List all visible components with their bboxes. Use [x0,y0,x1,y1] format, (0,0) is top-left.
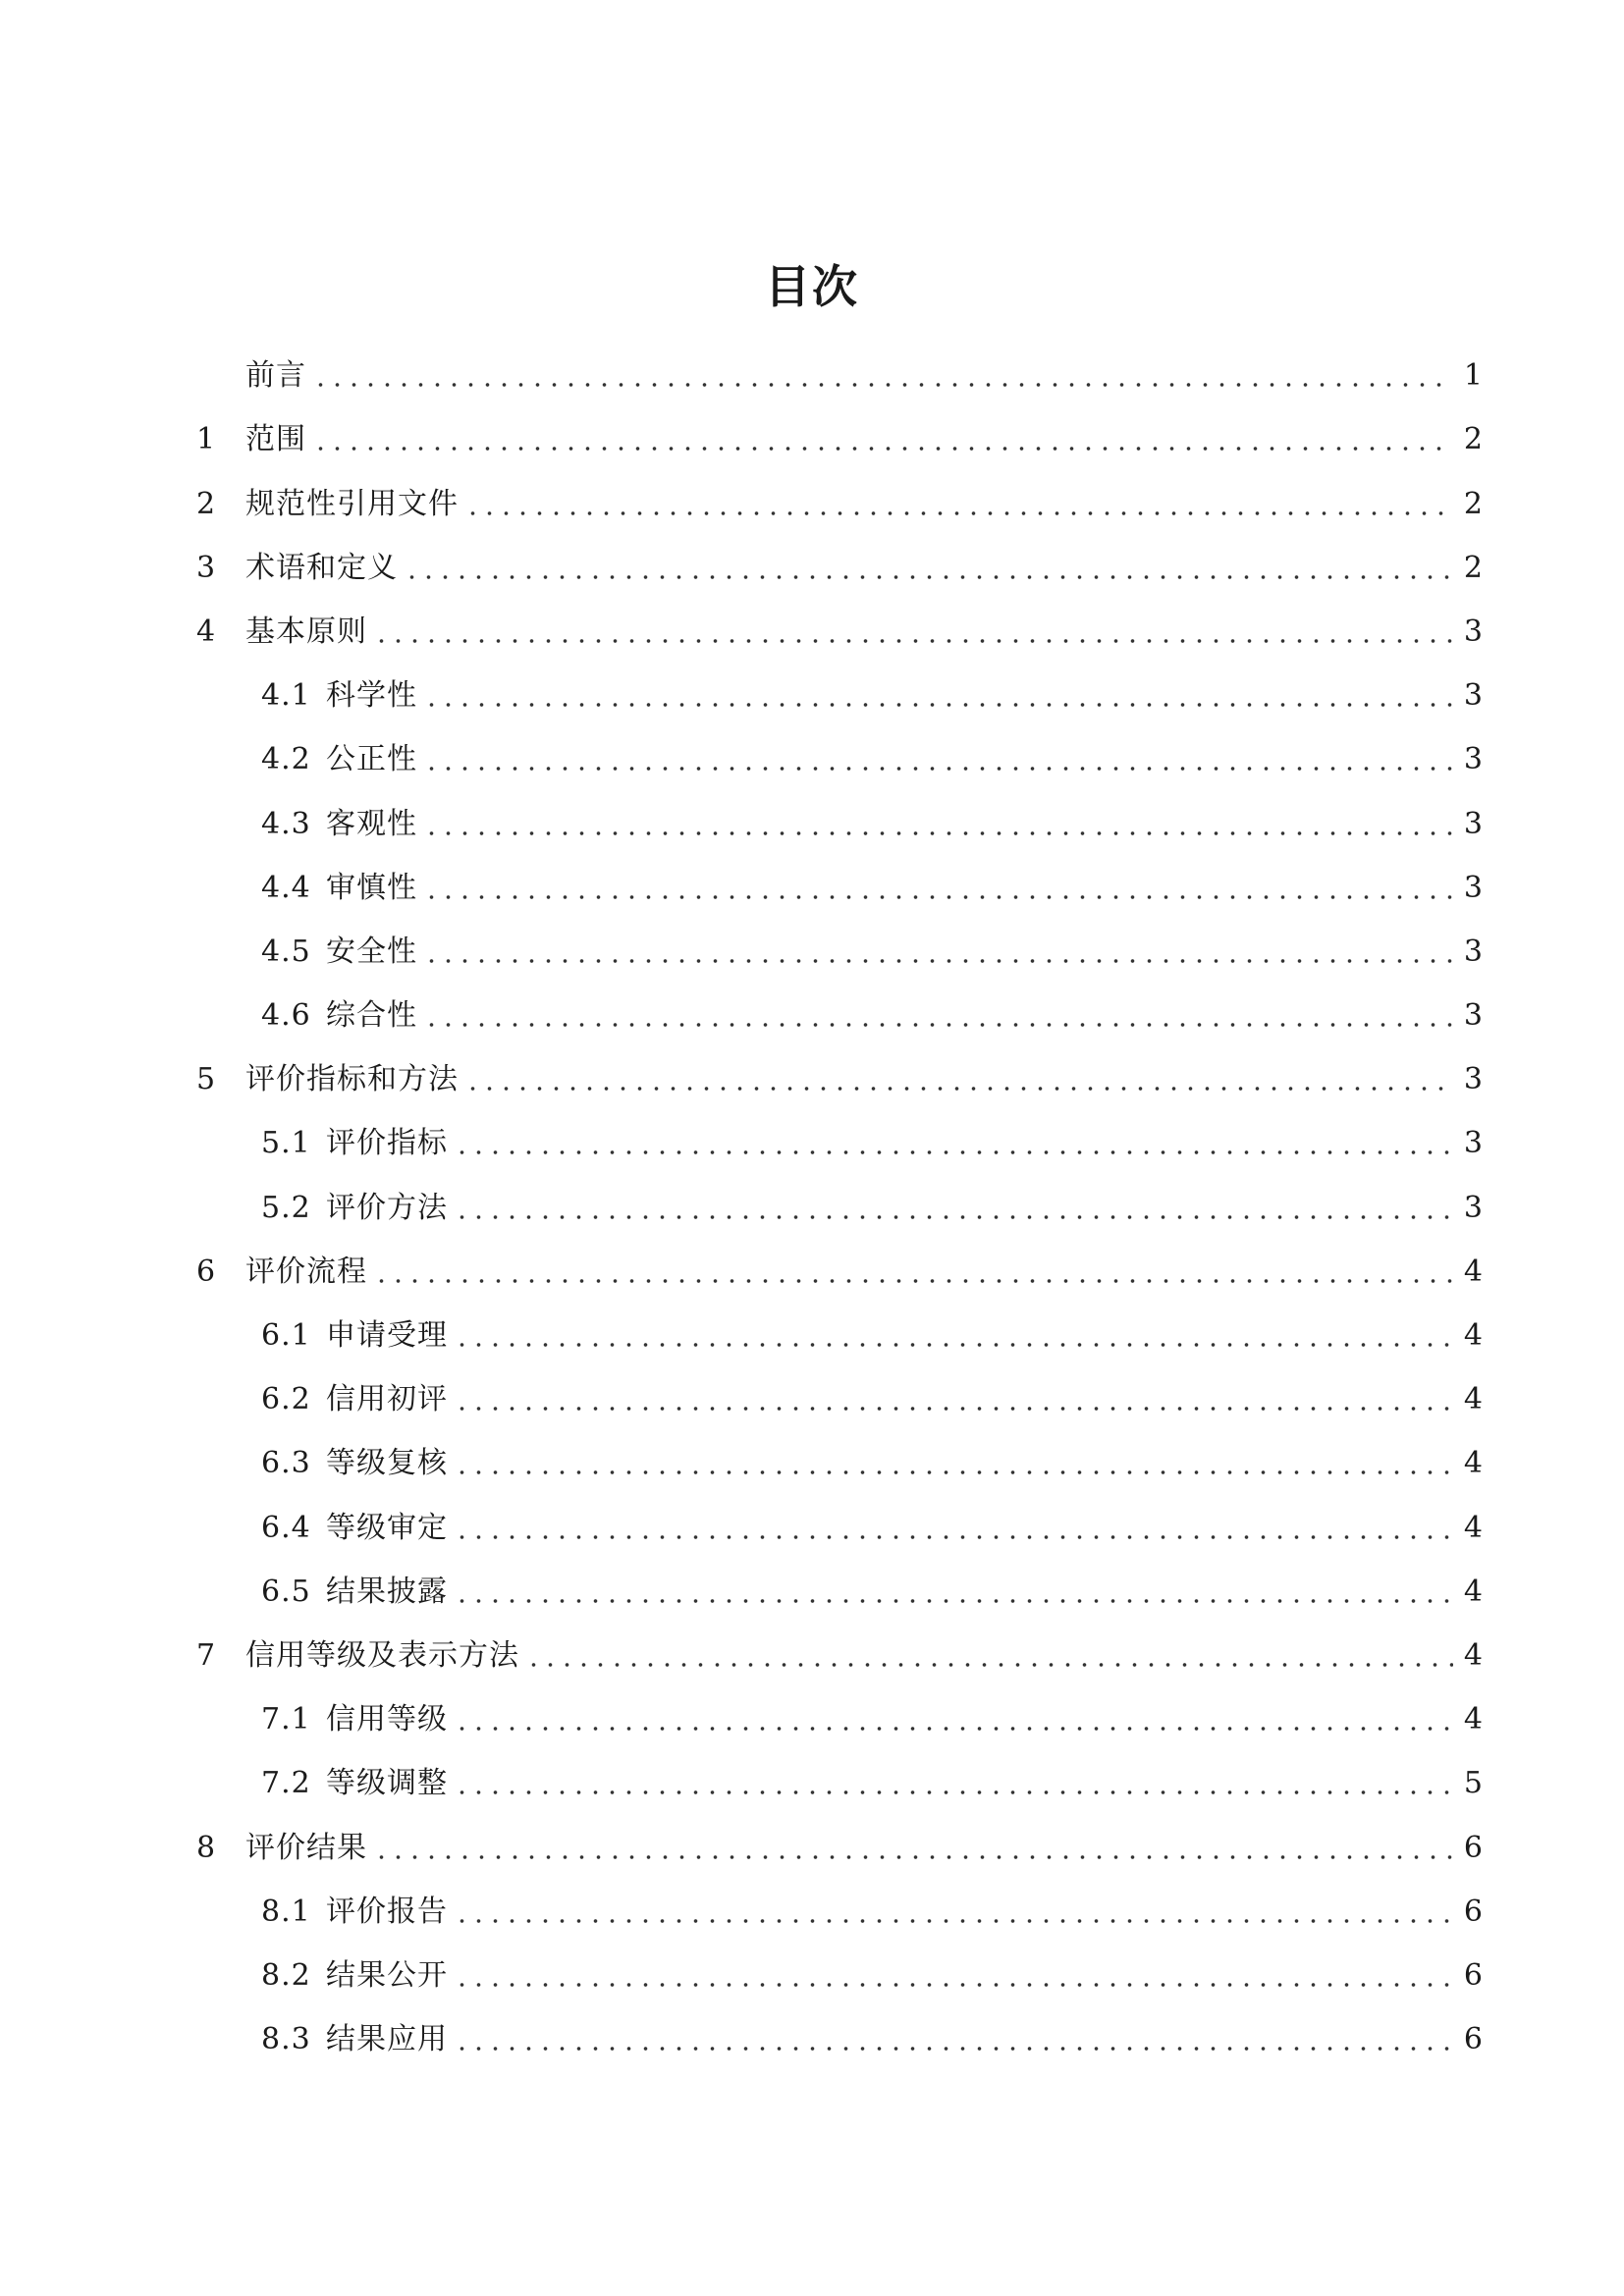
toc-entry-title: 前言 [245,358,306,394]
toc-entry-6[interactable] [196,1230,1483,1294]
toc-entry-3[interactable] [196,526,1483,590]
toc-entry-title: 结果披露 [326,1574,448,1609]
toc-leader-dots [454,1919,1453,1923]
toc-entry-title: 规范性引用文件 [245,486,459,521]
toc-entry-page: 4 [1463,1382,1483,1417]
toc-entry-8-2[interactable] [196,1934,1483,1998]
toc-leader-dots [454,2047,1453,2051]
toc-entry-title: 评价结果 [245,1830,367,1865]
toc-entry-title: 评价方法 [326,1190,448,1225]
toc-entry-number: 8.1 [261,1894,311,1929]
toc-leader-dots [423,895,1453,899]
toc-entry-number: 6.1 [261,1318,311,1353]
toc-entry-page: 4 [1463,1574,1483,1609]
toc-entry-6-2[interactable] [196,1358,1483,1421]
toc-entry-number: 6.5 [261,1574,311,1609]
toc-entry-number: 4 [196,614,216,649]
toc-entry-number: 8.3 [261,2022,311,2057]
toc-entry-number: 7 [196,1637,216,1673]
toc-entry-page: 3 [1463,870,1483,905]
toc-entry-page: 3 [1463,998,1483,1034]
toc-entry-page: 3 [1463,678,1483,714]
toc-entry-page: 3 [1463,934,1483,969]
toc-leader-dots [454,1215,1453,1219]
toc-leader-dots [423,703,1453,707]
toc-entry-number: 6.3 [261,1446,311,1481]
toc-entry-number: 4.3 [261,806,311,841]
toc-entry-number: 6.4 [261,1510,311,1545]
toc-leader-dots [454,1599,1453,1603]
toc-entry-page: 3 [1463,742,1483,777]
toc-entry-page: 3 [1463,614,1483,649]
toc-leader-dots [423,831,1453,835]
toc-entry-title: 基本原则 [245,614,367,649]
toc-entry-5[interactable] [196,1038,1483,1101]
toc-leader-dots [373,1279,1453,1283]
toc-entry-number: 5.2 [261,1190,311,1225]
toc-entry-page: 3 [1463,1126,1483,1161]
toc-entry-title: 术语和定义 [245,550,398,585]
toc-leader-dots [454,1790,1453,1794]
toc-leader-dots [454,1983,1453,1987]
toc-entry-4-6[interactable] [196,974,1483,1038]
toc-entry-number: 4.6 [261,998,311,1034]
toc-entry-2[interactable] [196,461,1483,525]
toc-entry-title: 评价报告 [326,1894,448,1929]
toc-entry-6-1[interactable] [196,1294,1483,1358]
toc-entry-title: 申请受理 [326,1318,448,1353]
toc-entry-title: 信用等级及表示方法 [245,1637,519,1673]
toc-entry-page: 3 [1463,1062,1483,1097]
toc-entry-number: 4.4 [261,870,311,905]
toc-entry-page: 3 [1463,1190,1483,1225]
toc-entry-title: 审慎性 [326,870,417,905]
toc-entry-8-1[interactable] [196,1870,1483,1934]
toc-entry-title: 评价指标 [326,1126,448,1161]
toc-entry-preface[interactable] [196,334,1483,398]
toc-entry-title: 信用等级 [326,1702,448,1737]
toc-entry-page: 4 [1463,1446,1483,1481]
toc-entry-page: 2 [1463,422,1483,457]
toc-leader-dots [454,1343,1453,1347]
toc-leader-dots [464,1087,1453,1091]
toc-entry-4[interactable] [196,590,1483,654]
toc-entry-title: 客观性 [326,806,417,841]
toc-entry-title: 结果公开 [326,1957,448,1993]
toc-leader-dots [423,767,1453,771]
toc-entry-4-3[interactable] [196,781,1483,845]
toc-entry-title: 结果应用 [326,2022,448,2057]
toc-entry-6-5[interactable] [196,1550,1483,1614]
toc-entry-4-5[interactable] [196,910,1483,974]
toc-entry-title: 评价指标和方法 [245,1062,459,1097]
toc-entry-number: 7.1 [261,1702,311,1737]
toc-entry-page: 4 [1463,1637,1483,1673]
toc-entry-page: 6 [1463,1830,1483,1865]
toc-entry-4-1[interactable] [196,654,1483,718]
toc-entry-6-4[interactable] [196,1485,1483,1549]
toc-leader-dots [312,383,1453,387]
toc-entry-title: 等级调整 [326,1766,448,1801]
toc-entry-page: 6 [1463,1957,1483,1993]
toc-entry-number: 4.1 [261,678,311,714]
toc-entry-title: 等级复核 [326,1446,448,1481]
toc-entry-7-1[interactable] [196,1678,1483,1741]
toc-entry-4-4[interactable] [196,846,1483,910]
toc-leader-dots [373,1855,1453,1859]
toc-entry-title: 科学性 [326,678,417,714]
toc-leader-dots [454,1470,1453,1474]
toc-entry-number: 3 [196,550,216,585]
toc-entry-number: 8.2 [261,1957,311,1993]
toc-entry-page: 6 [1463,1894,1483,1929]
toc-leader-dots [454,1727,1453,1731]
toc-entry-number: 6.2 [261,1382,311,1417]
toc-entry-page: 5 [1463,1766,1483,1801]
toc-entry-number: 8 [196,1830,216,1865]
toc-entry-page: 4 [1463,1254,1483,1289]
toc-entry-page: 2 [1463,486,1483,521]
toc-entry-title: 范围 [245,422,306,457]
toc-entry-page: 1 [1463,358,1483,394]
toc-leader-dots [454,1535,1453,1539]
toc-entry-title: 安全性 [326,934,417,969]
toc-leader-dots [423,1023,1453,1027]
toc-leader-dots [423,959,1453,963]
toc-entry-number: 4.2 [261,742,311,777]
toc-leader-dots [525,1663,1453,1667]
page-title: 目次 [765,260,859,313]
toc-leader-dots [312,447,1453,451]
toc-leader-dots [454,1150,1453,1154]
toc-entry-6-3[interactable] [196,1421,1483,1485]
toc-leader-dots [464,511,1453,515]
toc-entry-number: 4.5 [261,934,311,969]
toc-entry-page: 2 [1463,550,1483,585]
toc-leader-dots [373,639,1453,643]
toc-entry-title: 评价流程 [245,1254,367,1289]
toc-entry-4-2[interactable] [196,718,1483,781]
toc-leader-dots [454,1407,1453,1411]
toc-entry-5-2[interactable] [196,1165,1483,1229]
toc-entry-title: 公正性 [326,742,417,777]
toc-leader-dots [404,575,1453,579]
toc-entry-5-1[interactable] [196,1101,1483,1165]
toc-entry-title: 等级审定 [326,1510,448,1545]
toc-entry-1[interactable] [196,398,1483,461]
toc-entry-8-3[interactable] [196,1998,1483,2061]
toc-entry-title: 信用初评 [326,1382,448,1417]
toc-entry-title: 综合性 [326,998,417,1034]
toc-entry-7[interactable] [196,1614,1483,1678]
toc-entry-page: 6 [1463,2022,1483,2057]
toc-entry-page: 4 [1463,1318,1483,1353]
toc-entry-page: 4 [1463,1510,1483,1545]
toc-entry-page: 4 [1463,1702,1483,1737]
toc-entry-number: 1 [196,422,216,457]
toc-entry-7-2[interactable] [196,1741,1483,1805]
toc-entry-page: 3 [1463,806,1483,841]
table-of-contents [196,334,1483,2061]
toc-entry-8[interactable] [196,1805,1483,1869]
toc-entry-number: 7.2 [261,1766,311,1801]
toc-entry-number: 2 [196,486,216,521]
toc-entry-number: 6 [196,1254,216,1289]
toc-entry-number: 5 [196,1062,216,1097]
toc-entry-number: 5.1 [261,1126,311,1161]
